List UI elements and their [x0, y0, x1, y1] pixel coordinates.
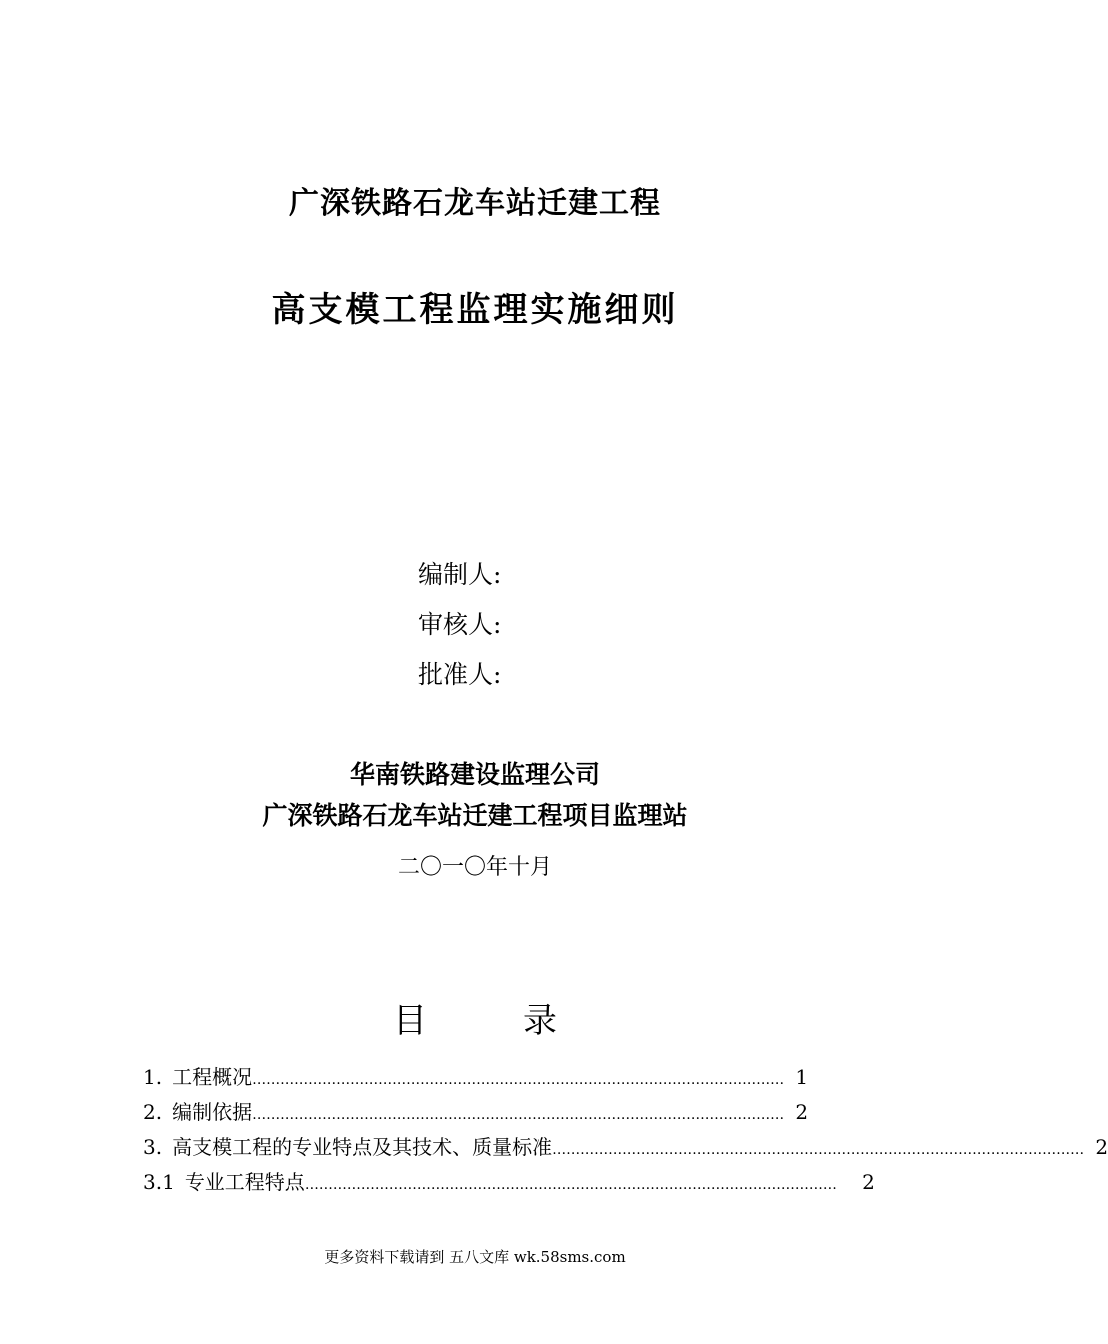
toc-item-text: 工程概况	[172, 1065, 253, 1089]
toc-dot-leader: ……………………………………………………………………………………………………	[304, 1177, 837, 1193]
reviewer-label: 审核人:	[418, 610, 502, 639]
approver-label: 批准人:	[418, 660, 502, 689]
project-title: 广深铁路石龙车站迁建工程	[289, 186, 661, 221]
toc-item-page: 2	[795, 1100, 809, 1124]
organization-name: 华南铁路建设监理公司	[349, 760, 600, 789]
toc-title-right: 录	[523, 1001, 557, 1041]
footer-download-note[interactable]: 更多资料下载请到 五八文库 wk.58sms.com	[324, 1248, 626, 1266]
document-title: 高支模工程监理实施细则	[271, 290, 679, 330]
toc-item-page: 2	[1095, 1135, 1108, 1159]
toc-item-number: 1.	[143, 1065, 163, 1089]
toc-item-text: 专业工程特点	[184, 1170, 305, 1194]
toc-item[interactable]	[143, 1062, 809, 1092]
toc-item-text: 编制依据	[172, 1100, 253, 1124]
toc-item[interactable]	[143, 1167, 875, 1197]
station-name: 广深铁路石龙车站迁建工程项目监理站	[262, 801, 688, 830]
toc-item[interactable]	[143, 1132, 1108, 1162]
toc-dot-leader: ……………………………………………………………………………………………………	[552, 1142, 1085, 1158]
toc-title	[0, 993, 950, 1042]
toc-title-left: 目	[393, 1001, 427, 1041]
toc-dot-leader: ……………………………………………………………………………………………………	[252, 1072, 785, 1088]
toc-item-number: 2.	[143, 1100, 163, 1124]
toc-item-text: 高支模工程的专业特点及其技术、质量标准	[172, 1135, 553, 1159]
toc-dot-leader: ……………………………………………………………………………………………………	[252, 1107, 785, 1123]
toc-item-page: 1	[795, 1065, 809, 1089]
toc-item-number: 3.1	[143, 1170, 175, 1194]
toc-item-number: 3.	[143, 1135, 163, 1159]
toc-item-page: 2	[862, 1170, 875, 1194]
toc-item[interactable]	[143, 1097, 809, 1127]
compiler-label: 编制人:	[418, 560, 502, 589]
document-date: 二〇一〇年十月	[397, 855, 552, 880]
